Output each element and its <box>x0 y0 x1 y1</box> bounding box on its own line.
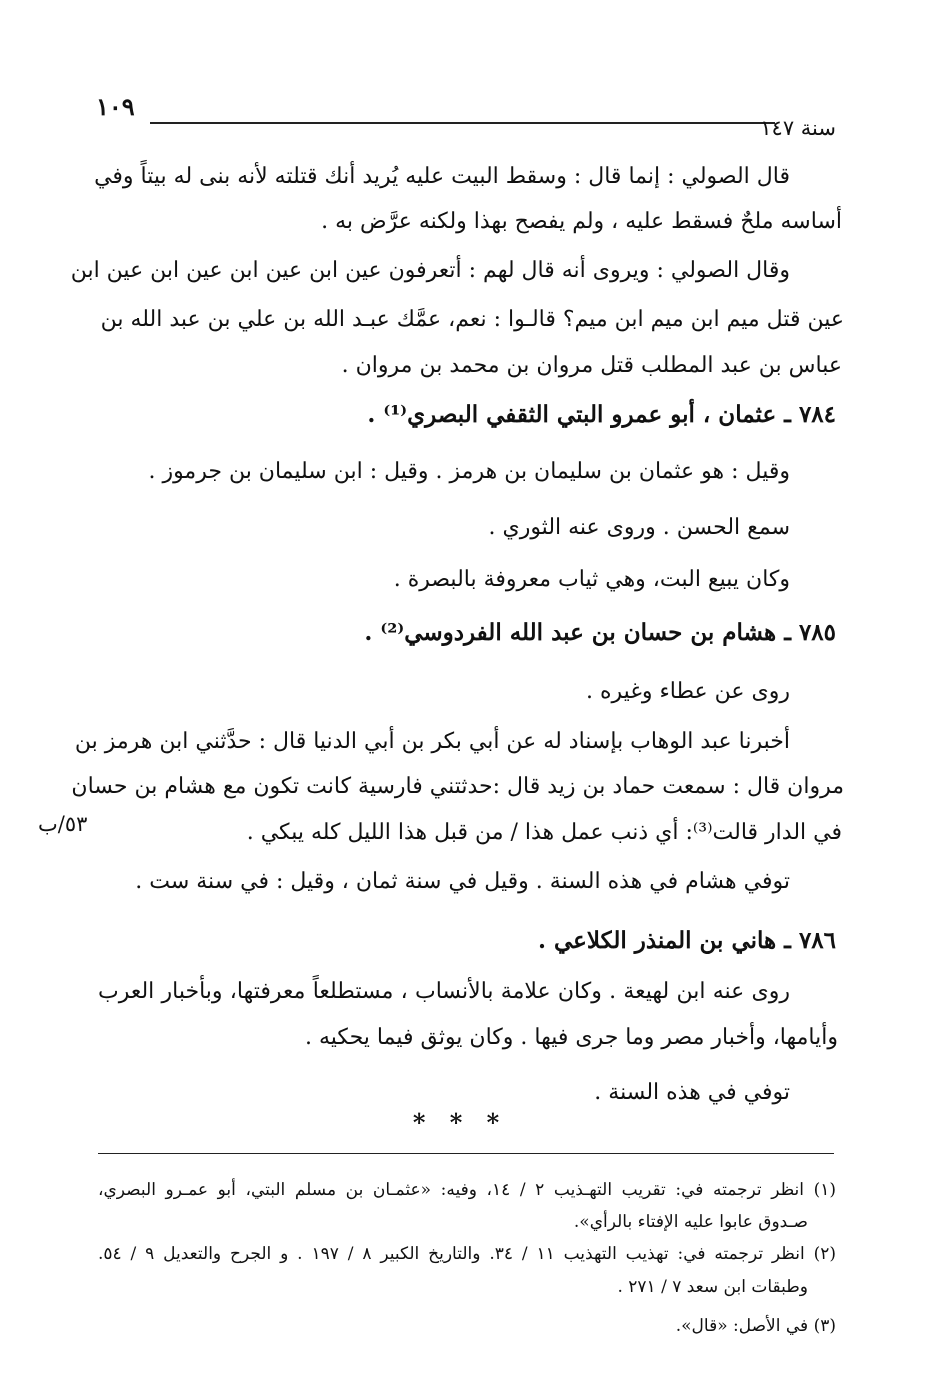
entry-786-heading: ٧٨٦ ـ هاني بن المنذر الكلاعي . <box>537 927 836 954</box>
entry-786-line-1: روى عنه ابن لهيعة . وكان علامة بالأنساب ، مستطلعاً معرفتها، وبأخبار العرب <box>98 979 790 1004</box>
footnote-3: (٣) في الأصل: «قال». <box>675 1316 836 1336</box>
footnote-rule <box>98 1153 834 1154</box>
paragraph-2-line-1: وقال الصولي : ويروى أنه قال لهم : أتعرفون عين ابن عين ابن عين ابن عين ابن <box>70 258 790 283</box>
year-label: سنة ١٤٧ <box>760 116 836 140</box>
entry-785-line-1: روى عن عطاء وغيره . <box>586 679 790 704</box>
header-rule <box>150 122 775 124</box>
entry-786-line-3: توفي في هذه السنة . <box>594 1080 790 1105</box>
entry-785-line-2: أخبرنا عبد الوهاب بإسناد له عن أبي بكر بن أبي الدنيا قال : حدَّثني ابن هرمز بن <box>74 729 790 754</box>
paragraph-1-line-2: أساسه ملحٌ فسقط عليه ، ولم يفصح بهذا ولكنه عرَّض به . <box>321 209 842 234</box>
entry-786-line-2: وأيامها، وأخبار مصر وما جرى فيها . وكان يوثق فيما يحكيه . <box>305 1025 838 1050</box>
paragraph-1-line-1: قال الصولي : إنما قال : وسقط البيت عليه يُريد أنك قتلته لأنه بنى له بيتاً وفي <box>94 164 790 189</box>
footnote-2-line-1: (٢) انظر ترجمته في: تهذيب التهذيب ١١ / ٣٤. والتاريخ الكبير ٨ / ١٩٧ . و الجرح والتعديل ٩ / ٥٤. <box>98 1244 836 1264</box>
paragraph-2-line-3: عباس بن عبد المطلب قتل مروان بن محمد بن مروان . <box>341 353 842 378</box>
entry-784-line-1: وقيل : هو عثمان بن سليمان بن هرمز . وقيل : ابن سليمان بن جرموز . <box>148 459 790 484</box>
footnote-1-line-1: (١) انظر ترجمته في: تقريب التهـذيب ٢ / ١٤، وفيه: «عثمـان بن مسلم البتي، أبو عمـرو البصري، <box>98 1180 836 1200</box>
section-divider-stars: * * * <box>412 1108 508 1137</box>
page-number: ١٠٩ <box>96 92 135 121</box>
entry-785-heading: ٧٨٥ ـ هشام بن حسان بن عبد الله الفردوسي⁽²⁾ . <box>364 619 836 646</box>
paragraph-2-line-2: عين قتل ميم ابن ميم ابن ميم؟ قالـوا : نعم، عمَّك عبـد الله بن علي بن عبد الله بن <box>100 307 844 332</box>
footnote-1-line-2: صـدوق عابوا عليه الإفتاء بالرأي». <box>573 1212 808 1232</box>
entry-785-line-5: توفي هشام في هذه السنة . وقيل في سنة ثمان ، وقيل : في سنة ست . <box>135 869 790 894</box>
footnote-2-line-2: وطبقات ابن سعد ٧ / ٢٧١ . <box>617 1277 808 1297</box>
entry-785-line-4: في الدار قالت⁽³⁾: أي ذنب عمل هذا / من قبل هذا الليل كله يبكي . <box>246 820 842 845</box>
entry-784-line-2: سمع الحسن . وروى عنه الثوري . <box>488 515 790 540</box>
entry-785-line-3: مروان قال : سمعت حماد بن زيد قال :حدثتني فارسية كانت تكون مع هشام بن حسان <box>71 774 844 799</box>
entry-784-heading: ٧٨٤ ـ عثمان ، أبو عمرو البتي الثقفي البصري⁽¹⁾ . <box>367 401 836 428</box>
entry-784-line-3: وكان يبيع البت، وهي ثياب معروفة بالبصرة . <box>393 567 790 592</box>
margin-folio-note: ٥٣/ب <box>38 812 88 836</box>
